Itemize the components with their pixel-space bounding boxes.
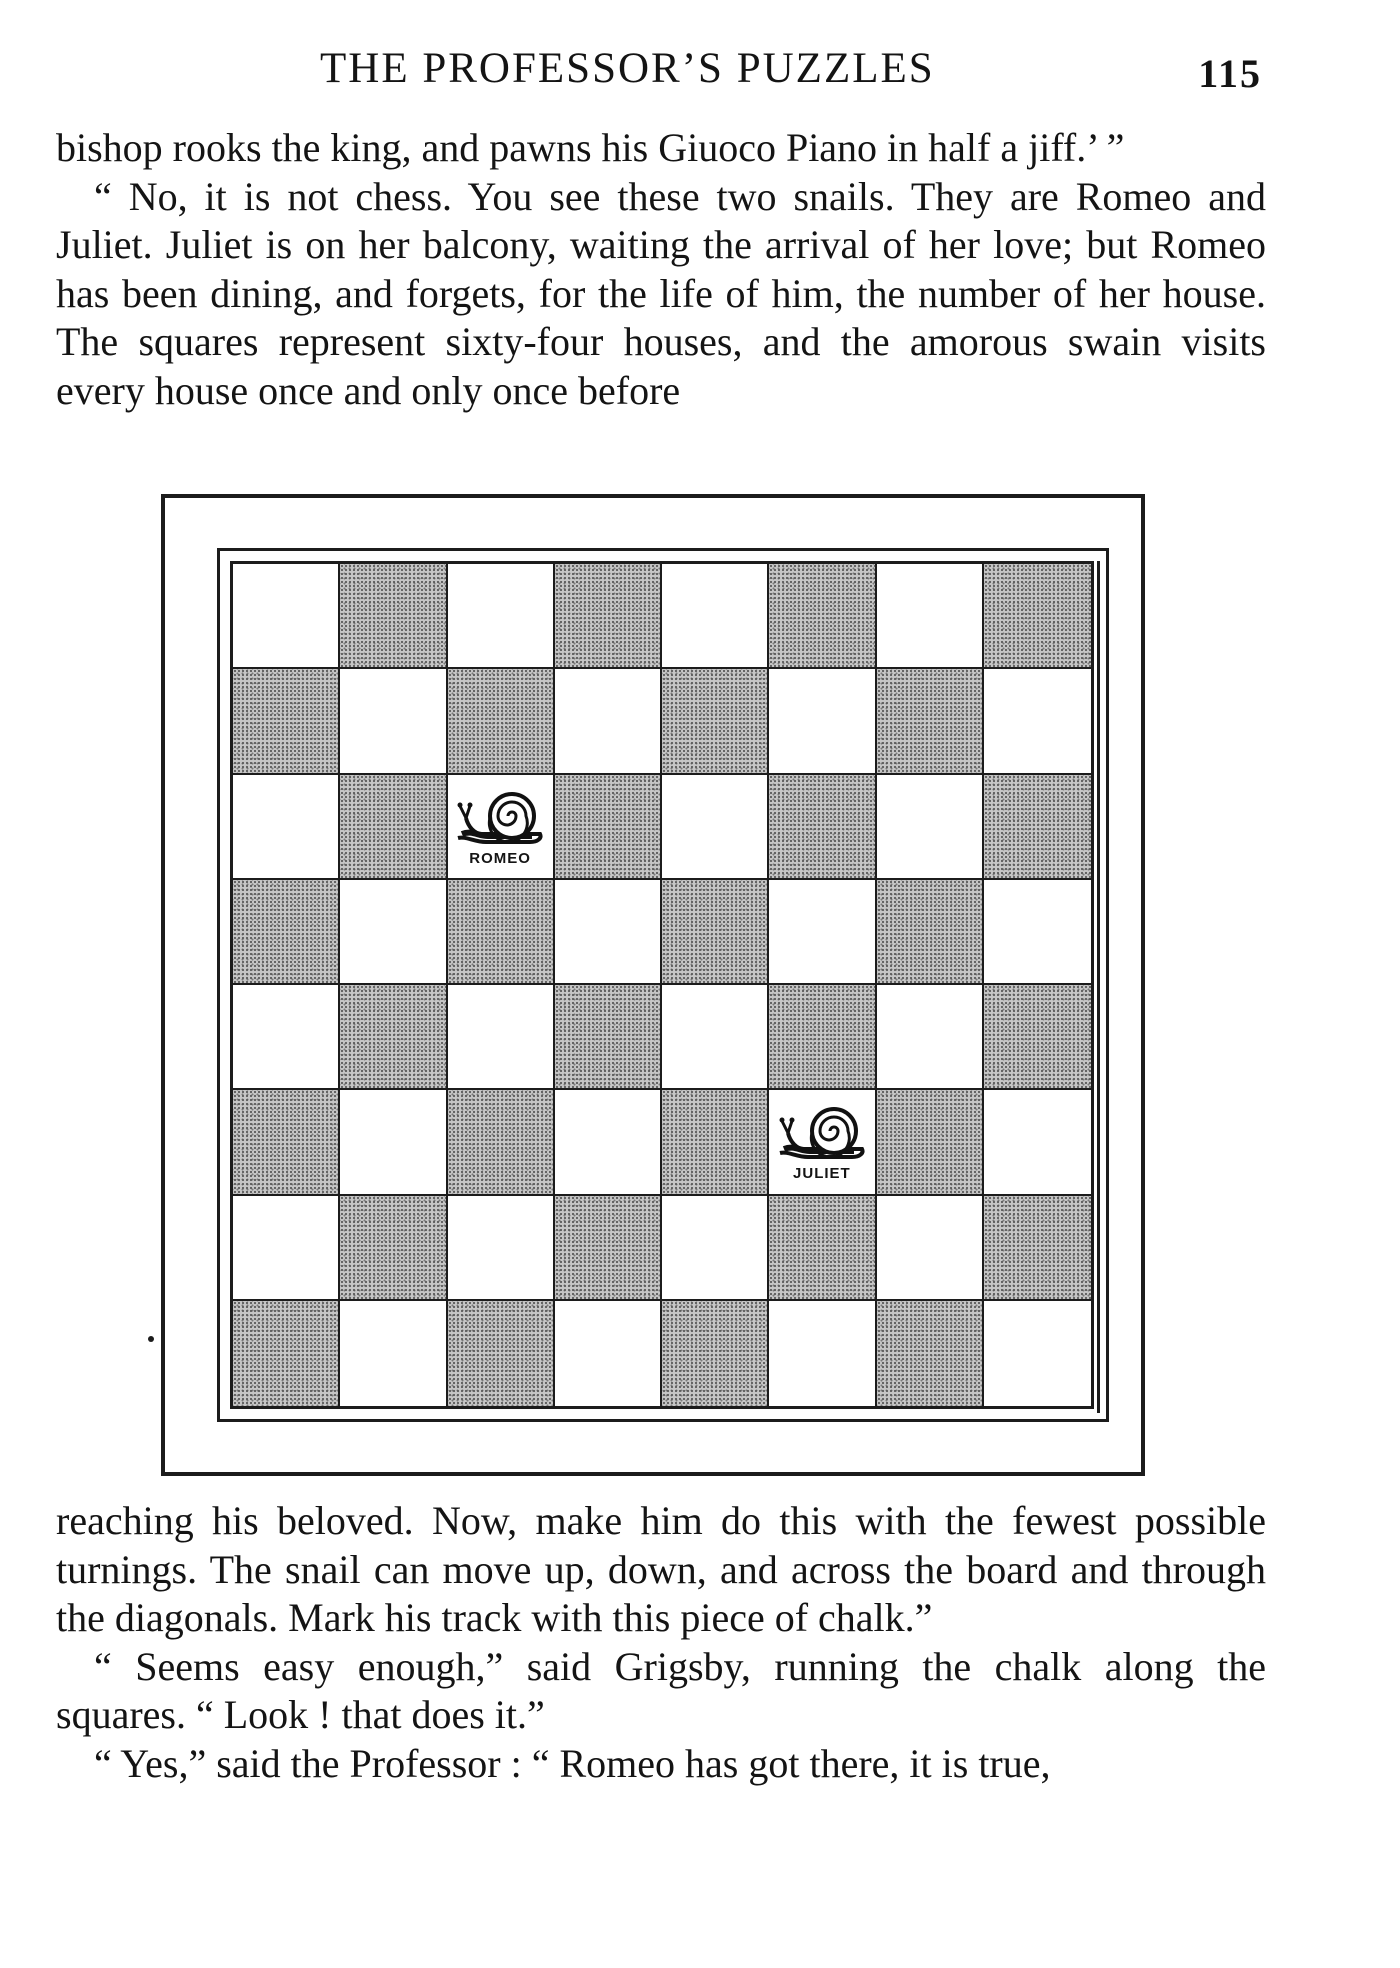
board-square [340, 1196, 447, 1301]
board-square [769, 669, 876, 774]
snail-icon [774, 1101, 870, 1167]
body-text-top [56, 124, 1266, 415]
board-square [233, 775, 340, 880]
board-square [340, 1090, 447, 1195]
paragraph: “ No, it is not chess. You see these two snails. They are Romeo and Juliet. Juliet is on her balcony, waiting the arrival of her love; but Romeo has been dining, and forgets, for the life of him, the number of her house. The squares represent sixty-four houses, and the amorous swain visits every house once and only once before [56, 173, 1266, 413]
board-square [340, 985, 447, 1090]
board-square [769, 1090, 876, 1195]
board-square [769, 775, 876, 880]
board-square [662, 775, 769, 880]
board-square [340, 880, 447, 985]
board-square [555, 1196, 662, 1301]
board-square [233, 564, 340, 669]
board-square [555, 1301, 662, 1406]
board-square [877, 985, 984, 1090]
board-square [984, 669, 1091, 774]
paragraph: bishop rooks the king, and pawns his Giuoco Piano in half a jiff.’ ” [56, 125, 1125, 170]
body-text-bottom [56, 1497, 1266, 1788]
board-square [340, 564, 447, 669]
board-square [984, 880, 1091, 985]
board-square [448, 564, 555, 669]
board-square [984, 1301, 1091, 1406]
board-square [555, 669, 662, 774]
board-square [555, 985, 662, 1090]
board-square [448, 775, 555, 880]
board-square [984, 775, 1091, 880]
board-square [233, 669, 340, 774]
board-square [662, 1196, 769, 1301]
board-square [555, 775, 662, 880]
board-square [662, 1301, 769, 1406]
board-square [769, 1196, 876, 1301]
print-mark [148, 1336, 154, 1342]
board-square [340, 775, 447, 880]
board-square [233, 880, 340, 985]
board-square [984, 985, 1091, 1090]
board-square [984, 564, 1091, 669]
board-square [448, 1301, 555, 1406]
board-square [555, 1090, 662, 1195]
board-square [233, 1090, 340, 1195]
board-square [662, 564, 769, 669]
board-square [877, 1196, 984, 1301]
board-square [448, 1090, 555, 1195]
chessboard-figure [161, 494, 1145, 1476]
page-number: 115 [1198, 51, 1262, 96]
board-square [984, 1196, 1091, 1301]
paragraph: reaching his beloved. Now, make him do this with the fewest possible turnings. The snail can move up, down, and across the board and through the diagonals. Mark his track with this piece of chalk.” [56, 1498, 1266, 1640]
board-square [877, 669, 984, 774]
running-head: THE PROFESSOR’S PUZZLES [320, 45, 935, 92]
board-square [769, 564, 876, 669]
board-square [448, 880, 555, 985]
board-square [877, 775, 984, 880]
board-square [769, 1301, 876, 1406]
board-square [340, 1301, 447, 1406]
board-square [662, 1090, 769, 1195]
chessboard-border [217, 548, 1109, 1422]
board-square [662, 669, 769, 774]
board-square [877, 880, 984, 985]
board-square [340, 669, 447, 774]
board-square [662, 985, 769, 1090]
board-square [877, 564, 984, 669]
snail-label: JULIET [789, 1165, 855, 1182]
board-square [984, 1090, 1091, 1195]
snail-icon [452, 786, 548, 852]
board-square [233, 1196, 340, 1301]
board-square [769, 880, 876, 985]
snail-piece-romeo [448, 775, 553, 878]
board-square [448, 1196, 555, 1301]
chessboard [230, 561, 1094, 1409]
board-square [233, 985, 340, 1090]
snail-label: ROMEO [465, 850, 535, 867]
board-square [769, 985, 876, 1090]
board-square [233, 1301, 340, 1406]
board-square [662, 880, 769, 985]
paragraph: “ Seems easy enough,” said Grigsby, running the chalk along the squares. “ Look ! that does it.” [56, 1643, 1266, 1737]
snail-piece-juliet [769, 1090, 874, 1193]
board-square [555, 880, 662, 985]
board-square [877, 1090, 984, 1195]
paragraph: “ Yes,” said the Professor : “ Romeo has got there, it is true, [94, 1740, 1051, 1786]
board-square [448, 985, 555, 1090]
board-square [448, 669, 555, 774]
board-square [555, 564, 662, 669]
board-square [877, 1301, 984, 1406]
